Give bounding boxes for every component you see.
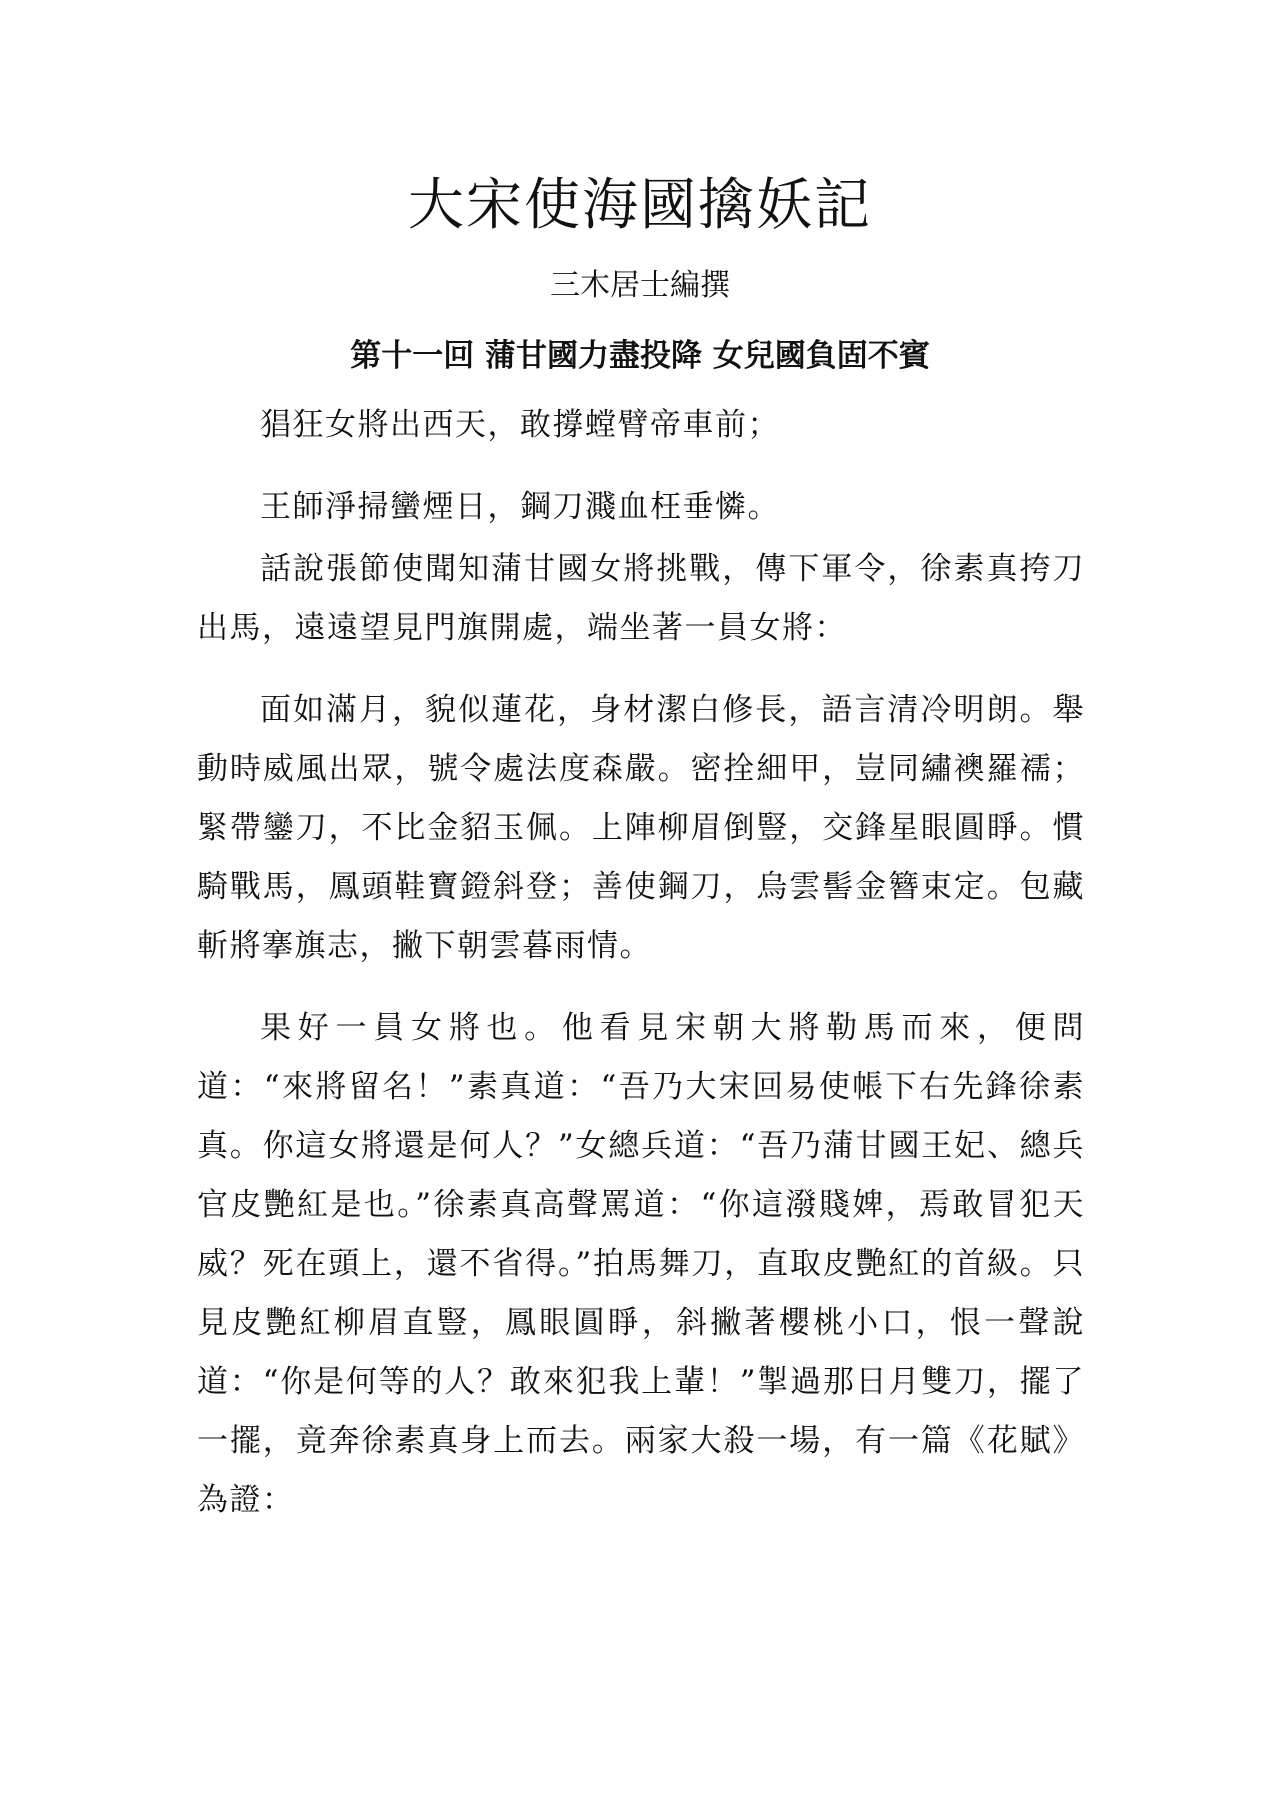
poem-line: 猖狂女將出西天，敢撐螳臂帝車前； <box>260 407 780 443</box>
chapter-heading: 第十一回 蒲甘國力盡投降 女兒國負固不賓 <box>350 338 930 374</box>
paragraph: 果好一員女將也。他看見宋朝大將勒馬而來，便問道：“來將留名！”素真道：“吾乃大宋回易使帳下右先鋒徐素真。你這女將還是何人？”女總兵道：“吾乃蒲甘國王妃、總兵官皮艷紅是也。”徐素真高聲罵道：“你這潑賤婢，焉敢冒犯天威？死在頭上，還不省得。”拍馬舞刀，直取皮艷紅的首級。只見皮艷紅柳眉直豎，鳳眼圓睜，斜撇著櫻桃小口，恨一聲說道：“你是何等的人？敢來犯我上輩！”掣過那日月雙刀，擺了一擺，竟奔徐素真身上而去。兩家大殺一場，有一篇《花賦》為證： <box>197 1010 1085 1518</box>
paragraph: 話說張節使聞知蒲甘國女將挑戰，傳下軍令，徐素真挎刀出馬，遠遠望見門旗開處，端坐著一員女將： <box>197 551 1085 646</box>
body-text <box>197 540 1085 1553</box>
document-title: 大宋使海國擒妖記 <box>408 173 872 238</box>
poem-line: 王師淨掃蠻煙日，鋼刀濺血枉垂憐。 <box>260 489 780 525</box>
opening-poem <box>197 396 1085 560</box>
paragraph: 面如滿月，貌似蓮花，身材潔白修長，語言清冷明朗。舉動時威風出眾，號令處法度森嚴。密拴細甲，豈同繡襖羅襦；緊帶鑾刀，不比金貂玉佩。上陣柳眉倒豎，交鋒星眼圓睜。慣騎戰馬，鳳頭鞋寶鐙斜登；善使鋼刀，烏雲髻金簪束定。包藏斬將搴旗志，撇下朝雲暮雨情。 <box>197 692 1085 964</box>
author-line: 三木居士編撰 <box>550 268 730 303</box>
